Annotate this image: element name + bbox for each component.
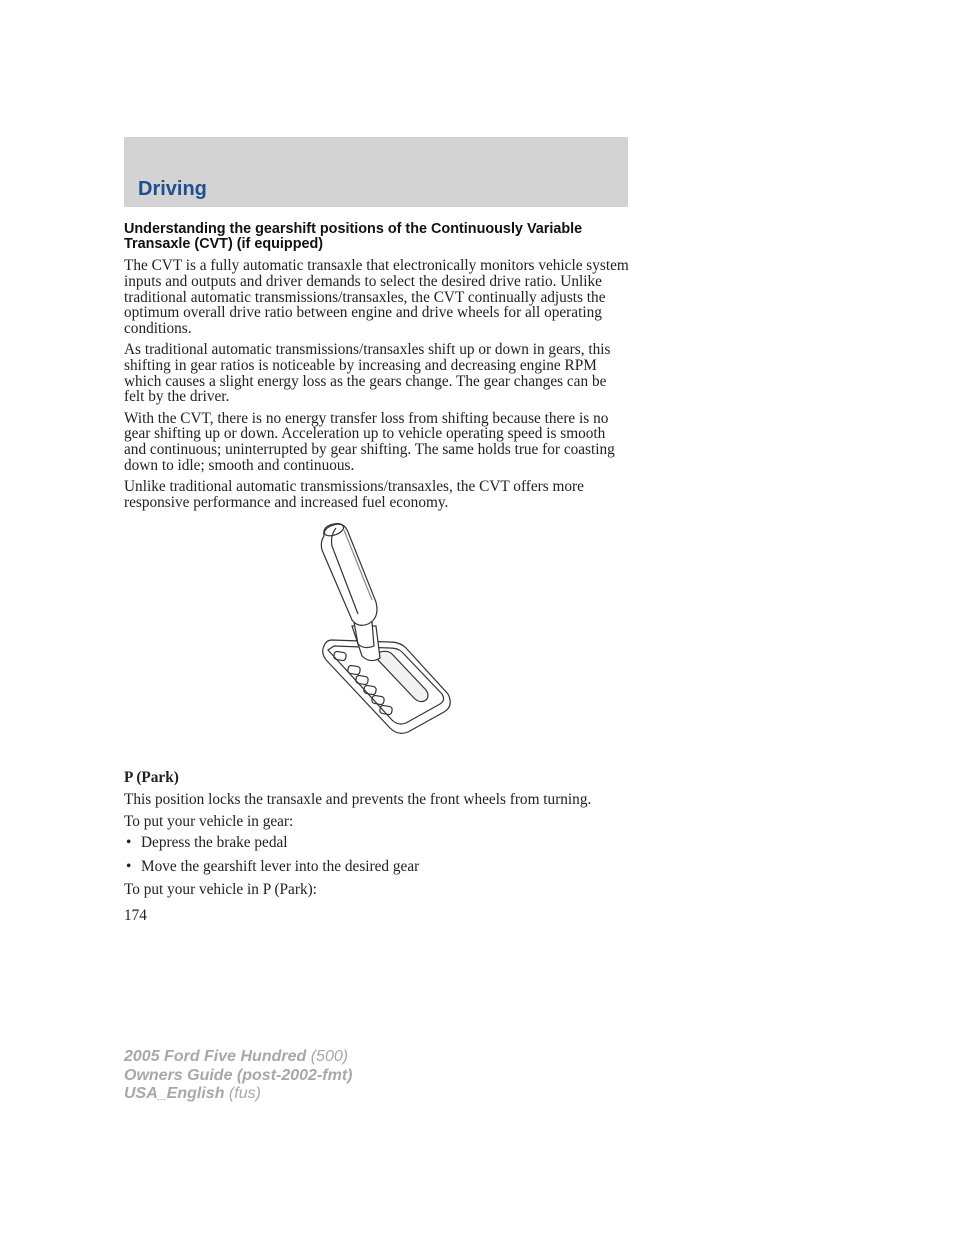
page-content: [124, 222, 630, 923]
section-title: Driving: [138, 178, 207, 200]
article-heading: Understanding the gearshift positions of the Continuously Variable Transaxle (CVT) (if equipped): [124, 221, 583, 253]
list-item: • Depress the brake pedal: [126, 834, 288, 852]
in-gear-intro: To put your vehicle in gear:: [124, 812, 294, 830]
in-gear-steps: [124, 835, 630, 874]
document-footer: [124, 1048, 352, 1104]
paragraph-2: As traditional automatic transmissions/transaxles shift up or down in gears, this shifting in gear ratios is noticeable by increasing and decreasing engine RPM which causes a slight energy loss as the gears change. The gear changes can be felt by the driver.: [124, 341, 611, 406]
page-number: 174: [124, 906, 147, 924]
bullet-icon: •: [126, 857, 132, 875]
list-item: • Move the gearshift lever into the desired gear: [126, 857, 420, 875]
bullet-icon: •: [126, 834, 132, 852]
park-description: This position locks the transaxle and prevents the front wheels from turning.: [124, 790, 592, 808]
paragraph-1: The CVT is a fully automatic transaxle that electronically monitors vehicle system inputs and outputs and driver demands to select the desired drive ratio. Unlike traditional automatic transmissions/transaxles, the CVT continually adjusts the optimum overall drive ratio between engine and drive wheels for all operating conditions.: [124, 257, 629, 337]
paragraph-4: Unlike traditional automatic transmissions/transaxles, the CVT offers more responsive performance and increased fuel economy.: [124, 478, 584, 511]
section-header-band: [124, 137, 628, 207]
park-title: P (Park): [124, 769, 179, 787]
to-park-intro: To put your vehicle in P (Park):: [124, 881, 317, 899]
footer-line-1: 2005 Ford Five Hundred (500): [124, 1048, 349, 1065]
gearshift-lever-illustration: [318, 522, 458, 736]
paragraph-3: With the CVT, there is no energy transfer loss from shifting because there is no gear shifting up or down. Acceleration up to vehicle operating speed is smooth and continuous; uninterrupted by gear shifting. The same holds true for coasting down to idle; smooth and continuous.: [124, 409, 615, 474]
footer-line-3: USA_English (fus): [124, 1085, 261, 1102]
footer-line-2: Owners Guide (post-2002-fmt): [124, 1066, 353, 1084]
gearshift-figure: [124, 522, 630, 770]
